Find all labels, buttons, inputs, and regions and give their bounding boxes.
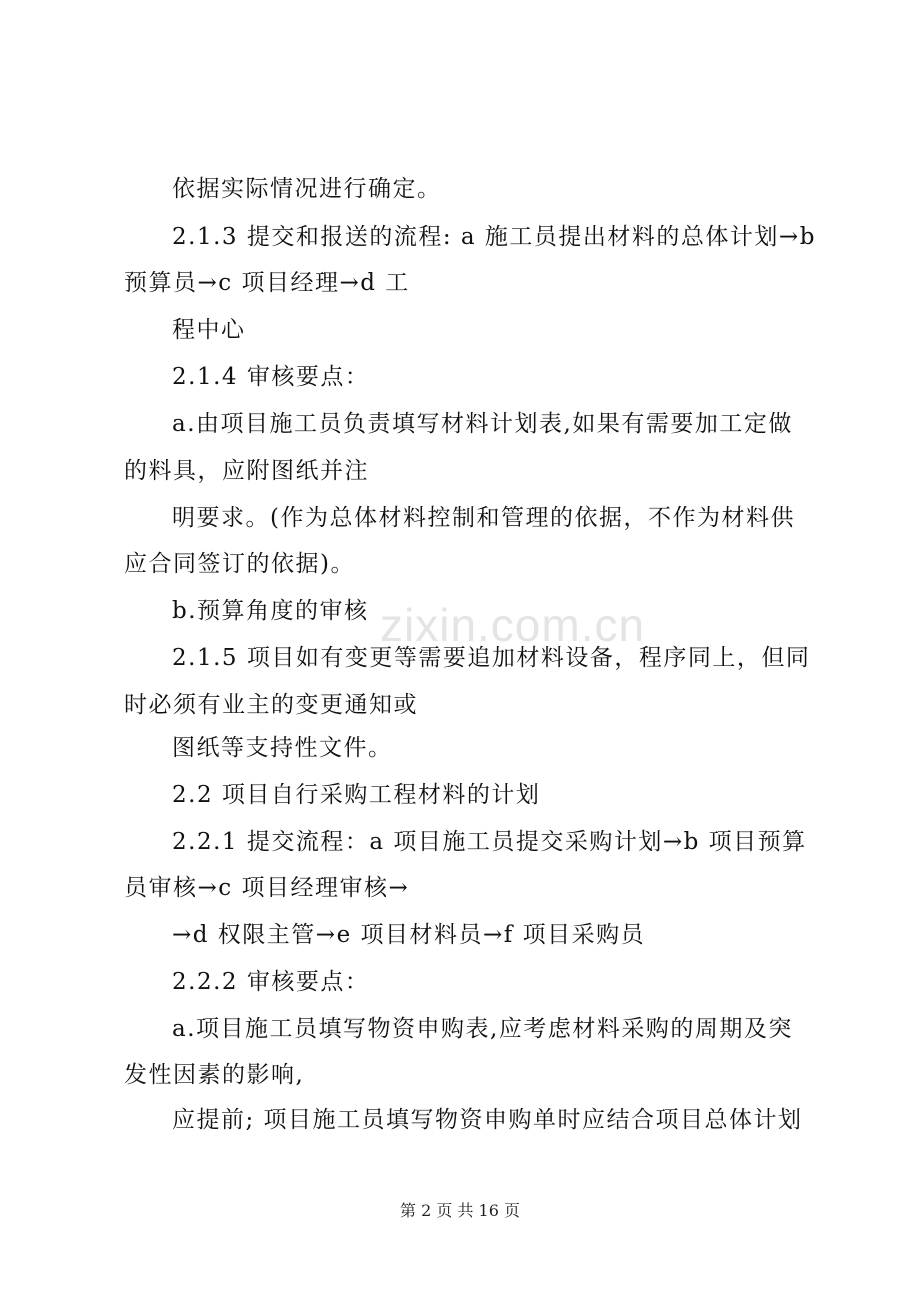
paragraph-line: 明要求。(作为总体材料控制和管理的依据，不作为材料供 bbox=[172, 505, 795, 531]
paragraph-line: a.项目施工员填写物资申购表,应考虑材料采购的周期及突 bbox=[172, 1016, 793, 1042]
paragraph-line: 程中心 bbox=[172, 317, 246, 343]
paragraph-line: 预算员→c 项目经理→d 工 bbox=[124, 270, 410, 296]
paragraph-line: 员审核→c 项目经理审核→ bbox=[124, 875, 410, 901]
watermark: zixin.com.cn bbox=[380, 599, 646, 651]
paragraph-line: a.由项目施工员负责填写材料计划表,如果有需要加工定做 bbox=[172, 411, 793, 437]
paragraph-line: 发性因素的影响, bbox=[124, 1062, 305, 1088]
paragraph-line: 2.1.5 项目如有变更等需要追加材料设备，程序同上，但同 bbox=[172, 645, 811, 671]
paragraph-line: b.预算角度的审核 bbox=[172, 598, 369, 624]
paragraph-line: 应合同签订的依据)。 bbox=[124, 551, 355, 577]
page-footer: 第 2 页 共 16 页 bbox=[400, 1201, 520, 1220]
paragraph-line: 2.2 项目自行采购工程材料的计划 bbox=[172, 782, 541, 808]
paragraph-line: 图纸等支持性文件。 bbox=[172, 735, 393, 761]
paragraph-line: 2.2.1 提交流程：a 项目施工员提交采购计划→b 项目预算 bbox=[172, 829, 807, 855]
paragraph-line: 2.1.4 审核要点： bbox=[172, 364, 370, 390]
paragraph-line: →d 权限主管→e 项目材料员→f 项目采购员 bbox=[172, 922, 646, 948]
paragraph-line: 依据实际情况进行确定。 bbox=[172, 176, 442, 202]
paragraph-line: 应提前; 项目施工员填写物资申购单时应结合项目总体计划 bbox=[172, 1107, 803, 1133]
paragraph-line: 的料具，应附图纸并注 bbox=[124, 458, 369, 484]
paragraph-line: 2.1.3 提交和报送的流程: a 施工员提出材料的总体计划→b bbox=[172, 224, 816, 250]
paragraph-line: 时必须有业主的变更通知或 bbox=[124, 692, 418, 718]
paragraph-line: 2.2.2 审核要点： bbox=[172, 969, 370, 995]
